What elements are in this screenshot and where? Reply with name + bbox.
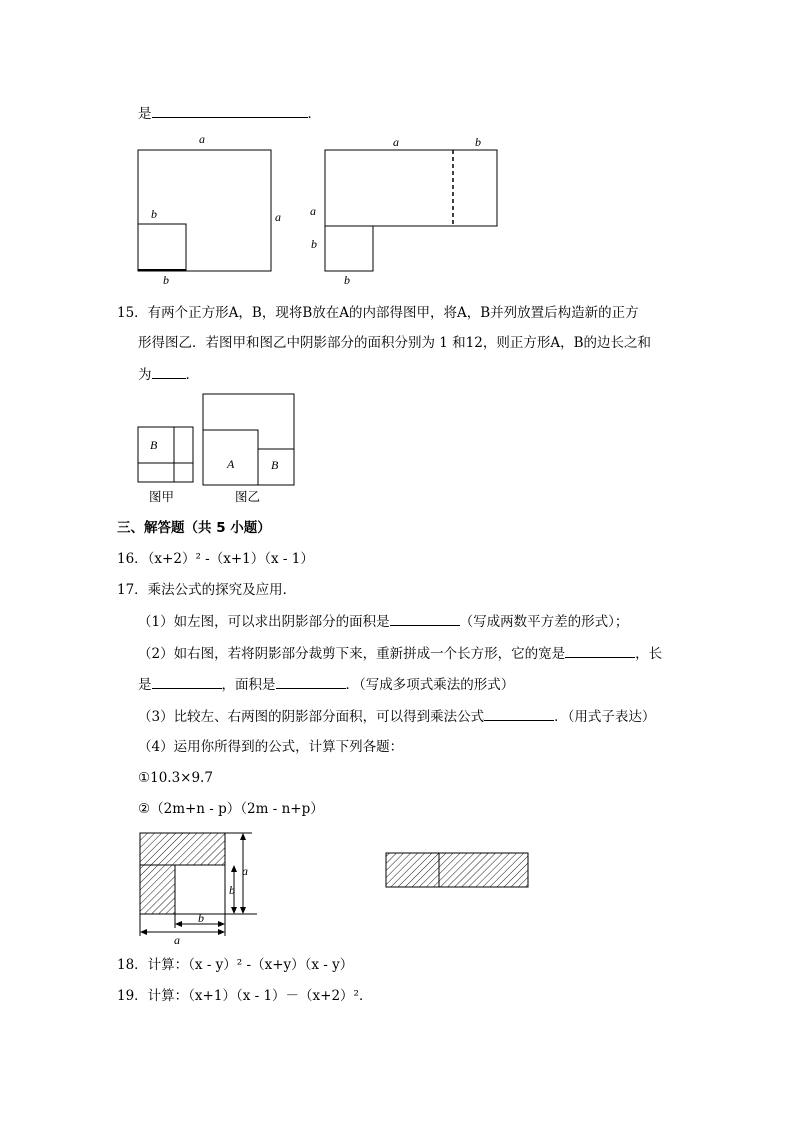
q17-left-figure [130,822,270,947]
q14-answer-line [138,103,321,124]
q17-p3-blank[interactable] [484,706,554,721]
q15-yi-caption: 图乙 [235,489,261,504]
q14-right-top-label-b: b [475,135,481,149]
q17-part2b: 是 ，面积是 ．（写成多项式乘法的形式） [138,674,514,695]
q17-part3: （3）比较左、右两图的阴影部分面积，可以得到乘法公式 ．（用式子表达） [138,706,655,727]
q14-left-top-label: a [199,132,205,146]
q15-answer-blank[interactable] [152,364,186,379]
q15-fig-jia [130,420,200,510]
q15-jia-B-label: B [150,438,158,452]
q15-yi-A-label: A [227,457,235,471]
q14-left-figure [130,128,290,288]
q17-item1: ①10.3×9.7 [138,770,213,786]
q17-part1: （1）如左图，可以求出阴影部分的面积是 （写成两数平方差的形式）； [138,611,628,632]
q14-prefix: 是 [138,106,152,122]
q15-prefix: 为 [138,367,152,383]
q14-left-inner-bottom-label: b [163,273,169,287]
q17-part2: （2）如右图，若将阴影部分裁剪下来，重新拼成一个长方形，它的宽是 ，长 [138,643,662,664]
q16-text: 16．（x+2）² -（x+1）（x - 1） [117,551,314,567]
q17-fig-a-bottom: a [174,933,180,947]
q14-right-bottom-label-b: b [344,273,350,287]
q14-suffix: ． [307,106,321,122]
q17-right-figure [380,848,540,893]
q17-fig-b-bottom: b [198,911,204,925]
q15-line2: 形得图乙．若图甲和图乙中阴影部分的面积分别为 1 和12，则正方形A，B的边长之和 [138,335,652,351]
q19-text: 19．计算：（x+1）（x - 1）－（x+2）²． [117,988,373,1004]
q18-text: 18．计算：（x - y）² -（x+y）（x - y） [117,957,354,973]
q15-jia-caption: 图甲 [149,489,175,504]
q17-item2: ②（2m+n - p）（2m - n+p） [138,801,324,817]
q17-p2-area-blank[interactable] [276,674,346,689]
q15-line1: 15．有两个正方形A，B，现将B放在A的内部得图甲，将A，B并列放置后构造新的正方 [117,305,639,321]
q15-fig-yi [195,387,305,512]
q15-suffix: ． [185,367,199,383]
q15-line3 [138,364,199,385]
q14-left-inner-top-label: b [151,207,157,221]
q17-stem: 17．乘法公式的探究及应用． [117,582,297,598]
q15-yi-B-label: B [271,458,279,472]
section3-title: 三、解答题（共 5 小题） [117,520,271,536]
q14-right-left-label-b: b [311,237,317,251]
q17-p2-width-blank[interactable] [565,643,635,658]
q17-fig-a-right: a [242,864,248,878]
q14-left-right-label: a [275,210,281,224]
q14-right-figure [305,128,515,288]
q17-fig-b-right: b [229,883,235,897]
q14-right-left-label-a: a [310,204,316,218]
q17-p1-blank[interactable] [390,611,460,626]
q17-part4: （4）运用你所得到的公式，计算下列各题： [138,739,404,755]
q14-right-top-label-a: a [393,135,399,149]
q14-answer-blank[interactable] [152,103,308,118]
q17-p2-length-blank[interactable] [152,674,222,689]
